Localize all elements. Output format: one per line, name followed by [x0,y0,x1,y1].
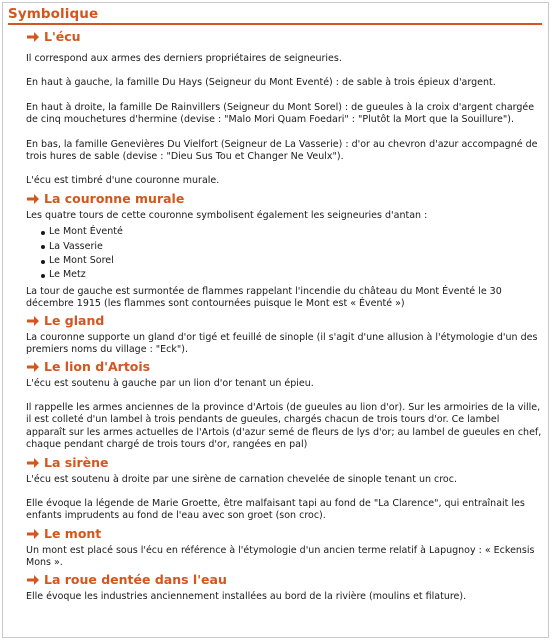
paragraph: En haut à droite, la famille De Rainvillers (Seigneur du Mont Sorel) : de gueules à la croix d'argent chargée de cinq mouchetures d'hermine (devise : "Malo Mori Quam Foedari" : "Plutôt la Mort que la Souillure"). [26,101,535,126]
paragraph: L'écu est soutenu à gauche par un lion d'or tenant un épieu. [26,377,314,389]
section-heading-couronne [26,191,542,207]
paragraph: Un mont est placé sous l'écu en référence à l'étymologie d'un ancien terme relatif à Lapugnoy : « Eckensis Mons ». [26,544,535,569]
section-heading-mont [26,526,542,542]
list-item: La Vasserie [49,241,542,253]
paragraph: L'écu est timbré d'une couronne murale. [26,175,220,187]
paragraph: L'écu est soutenu à droite par une sirène de carnation chevelée de sinople tenant un croc. [26,473,457,485]
arrow-right-icon [26,456,40,470]
paragraph: La tour de gauche est surmontée de flammes rappelant l'incendie du château du Mont Éventé le 30 décembre 1915 (les flammes sont contournées puisque le Mont est « Éventé ») [26,285,502,310]
section-heading-sirene [26,455,542,471]
paragraph: En haut à gauche, la famille Du Hays (Seigneur du Mont Eventé) : de sable à trois épieux d'argent. [26,77,496,89]
list-item: Le Mont Éventé [49,226,542,238]
section-heading-label: La couronne murale [44,190,185,206]
tower-list [26,226,542,282]
section-heading-label: L'écu [44,29,81,44]
section-heading-roue [26,572,542,588]
section-heading-label: La sirène [44,454,109,470]
content-frame [2,2,549,638]
arrow-right-icon [26,30,40,44]
list-item: Le Metz [49,269,542,281]
arrow-right-icon [26,573,40,587]
section-heading-lion [26,359,542,375]
list-item: Le Mont Sorel [49,255,542,267]
section-heading-label: Le lion d'Artois [44,358,151,374]
paragraph: La couronne supporte un gland d'or tigé et feuillé de sinople (il s'agit d'une allusion à l'étymologie d'un des premiers noms du village : "Eck"). [26,331,538,356]
paragraph: Elle évoque la légende de Marie Groette, être malfaisant tapi au fond de "La Clarence", qui entraînait les enfants imprudents au fond de l'eau avec son groet (son croc). [26,497,525,522]
section-heading-label: Le mont [44,525,102,541]
title-divider [8,23,542,25]
paragraph: Elle évoque les industries anciennement installées au bord de la rivière (moulins et filature). [26,590,467,602]
paragraph: Il rappelle les armes anciennes de la province d'Artois (de gueules au lion d'or). Sur les armoiries de la ville, il est colleté d'un lambel à trois pendants de gueules, chargés chacun de trois tours d'or. Ce lambel apparaît sur les armes actuelles de l'Artois (d'azur semé de fleurs de lys d'or; au lambel de gueules en chef, chaque pendant chargé de trois tours d'or, rangées en pal) [26,401,542,451]
arrow-right-icon [26,192,40,206]
arrow-right-icon [26,314,40,328]
section-heading-label: Le gland [44,312,105,328]
section-heading-ecu [26,29,542,45]
page-title: Symbolique [8,6,99,22]
section-heading-gland [26,313,542,329]
arrow-right-icon [26,527,40,541]
paragraph: Il correspond aux armes des derniers propriétaires de seigneuries. [26,53,342,64]
section-heading-label: La roue dentée dans l'eau [44,571,227,587]
arrow-right-icon [26,360,40,374]
paragraph: En bas, la famille Genevières Du Vielfort (Seigneur de La Vasserie) : d'or au chevron d'azur accompagné de trois hures de sable (devise : "Dieu Sus Tou et Changer Ne Veulx"). [26,138,538,163]
content-body [26,29,542,603]
paragraph: Les quatre tours de cette couronne symbolisent également les seigneuries d'antan : [26,209,428,221]
